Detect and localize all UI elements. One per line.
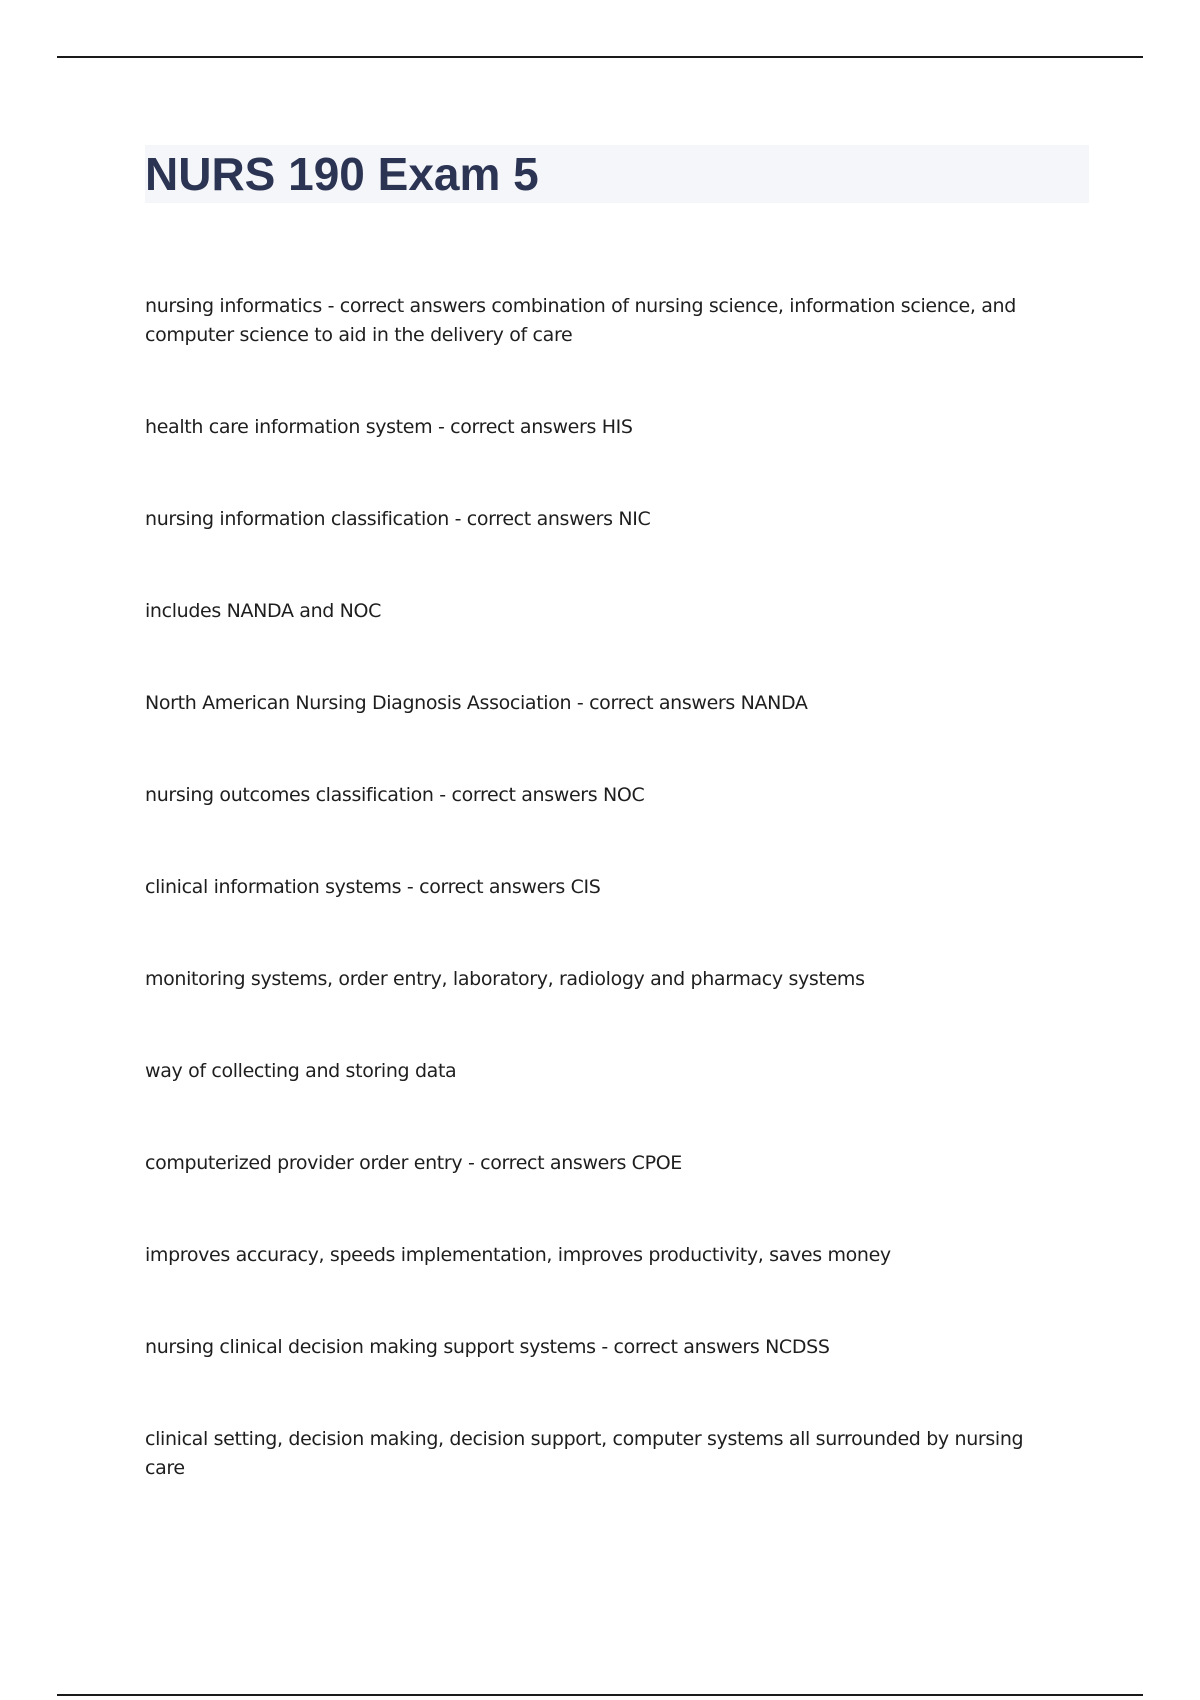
bottom-divider — [57, 1694, 1143, 1696]
top-divider — [57, 56, 1143, 58]
list-item: health care information system - correct answers HIS — [145, 416, 633, 438]
list-item: way of collecting and storing data — [145, 1060, 457, 1082]
list-item: clinical information systems - correct answers CIS — [145, 876, 601, 898]
list-item: North American Nursing Diagnosis Association - correct answers NANDA — [145, 692, 808, 714]
list-item: clinical setting, decision making, decision support, computer systems all surrounded by nursing care — [145, 1428, 1024, 1479]
list-item: includes NANDA and NOC — [145, 600, 382, 622]
list-item: nursing outcomes classification - correct answers NOC — [145, 784, 645, 806]
list-item: nursing informatics - correct answers combination of nursing science, information science, and computer science to aid in the delivery of care — [145, 295, 1016, 346]
list-item: nursing clinical decision making support systems - correct answers NCDSS — [145, 1336, 830, 1358]
list-item: improves accuracy, speeds implementation, improves productivity, saves money — [145, 1244, 891, 1266]
page-title: NURS 190 Exam 5 — [145, 148, 539, 200]
list-item: computerized provider order entry - correct answers CPOE — [145, 1152, 682, 1174]
list-item: nursing information classification - correct answers NIC — [145, 508, 651, 530]
entry-list — [145, 292, 1065, 1546]
list-item: monitoring systems, order entry, laboratory, radiology and pharmacy systems — [145, 968, 865, 990]
